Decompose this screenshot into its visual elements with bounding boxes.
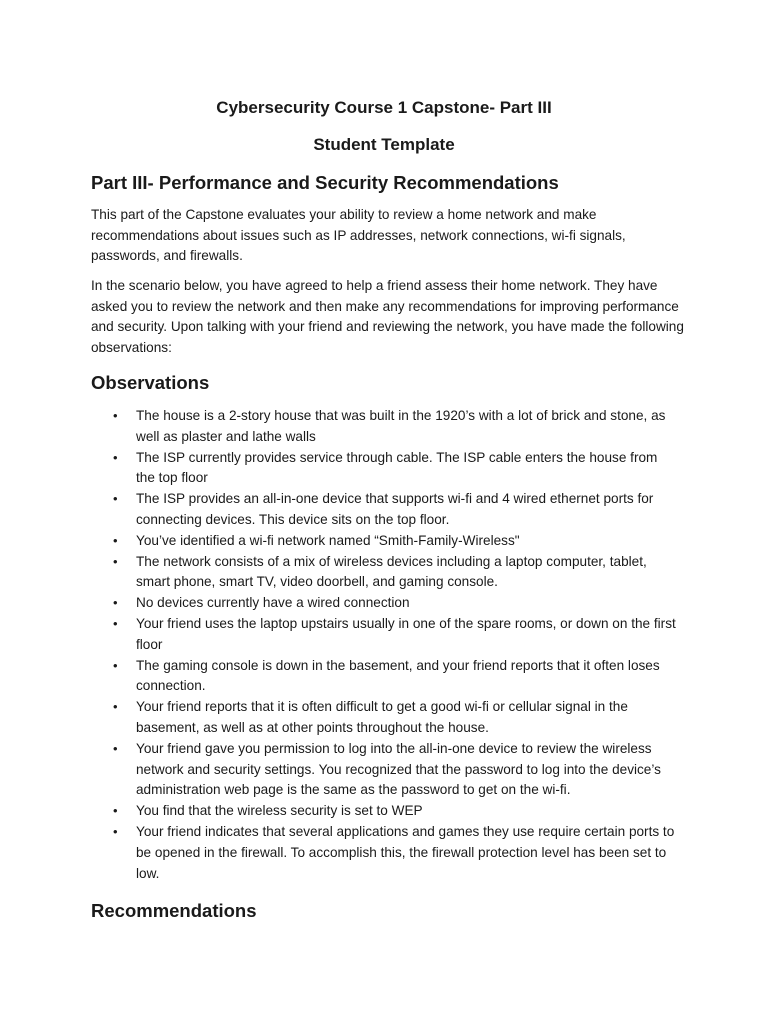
list-item — [0, 822, 676, 884]
list-item — [0, 448, 676, 490]
bullet-icon: • — [113, 615, 118, 631]
bullet-icon: • — [113, 740, 118, 756]
list-item-text: The network consists of a mix of wireless devices including a laptop computer, tablet, smart phone, smart TV, video doorbell, and gaming console. — [136, 553, 647, 590]
bullet-icon: • — [113, 699, 118, 715]
document-title: Cybersecurity Course 1 Capstone- Part III — [216, 98, 552, 117]
list-item — [0, 656, 676, 698]
section-heading: Part III- Performance and Security Recommendations — [91, 172, 559, 193]
list-item-text: No devices currently have a wired connection — [136, 595, 410, 611]
list-item-text: Your friend reports that it is often difficult to get a good wi-fi or cellular signal in the basement, as well as at other points throughout the house. — [136, 699, 628, 735]
list-item — [0, 552, 676, 594]
bullet-icon: • — [113, 449, 118, 465]
list-item — [0, 801, 676, 822]
list-item-text: Your friend indicates that several applications and games they use require certain ports to be opened in the firewall. To accomplish this, the firewall protection level has been set to low. — [136, 823, 675, 881]
bullet-icon: • — [113, 491, 118, 507]
list-item-text: The ISP provides an all-in-one device that supports wi-fi and 4 wired ethernet ports for connecting devices. This device sits on the top floor. — [136, 491, 654, 527]
list-item-text: Your friend gave you permission to log into the all-in-one device to review the wireless network and security settings. You recognized that the password to log into the device’s administration web page is the same as the password to get on the wi-fi. — [136, 740, 661, 798]
list-item — [0, 406, 676, 448]
bullet-icon: • — [113, 532, 118, 548]
list-item — [0, 614, 676, 656]
list-item — [0, 697, 676, 739]
list-item-text: The house is a 2-story house that was built in the 1920’s with a lot of brick and stone, as well as plaster and lathe walls — [136, 408, 666, 444]
bullet-icon: • — [113, 408, 118, 423]
observations-heading: Observations — [91, 372, 210, 393]
intro-paragraph: This part of the Capstone evaluates your ability to review a home network and make recommendations about issues such as IP addresses, network connections, wi-fi signals, passwords, and firewalls. — [91, 207, 626, 263]
list-item — [0, 489, 676, 531]
document-subtitle: Student Template — [313, 135, 455, 154]
scenario-paragraph: In the scenario below, you have agreed to help a friend assess their home network. They have asked you to review the network and then make any recommendations for improving performance and security. Upon talking with your friend and reviewing the network, you have made the following observations: — [91, 278, 684, 355]
bullet-icon: • — [113, 595, 118, 611]
observations-list — [0, 406, 768, 884]
bullet-icon: • — [113, 553, 118, 569]
recommendations-heading: Recommendations — [91, 900, 257, 921]
list-item-text: The ISP currently provides service through cable. The ISP cable enters the house from the top floor — [136, 449, 658, 486]
bullet-icon: • — [113, 657, 118, 673]
bullet-icon: • — [113, 823, 118, 839]
list-item — [0, 739, 676, 801]
list-item-text: The gaming console is down in the basement, and your friend reports that it often loses connection. — [136, 657, 660, 694]
list-item-text: Your friend uses the laptop upstairs usually in one of the spare rooms, or down on the first floor — [136, 615, 676, 652]
list-item — [0, 593, 676, 614]
list-item-text: You’ve identified a wi-fi network named “Smith-Family-Wireless" — [136, 532, 520, 548]
list-item-text: You find that the wireless security is set to WEP — [136, 803, 423, 819]
list-item — [0, 531, 676, 552]
bullet-icon: • — [113, 803, 118, 819]
